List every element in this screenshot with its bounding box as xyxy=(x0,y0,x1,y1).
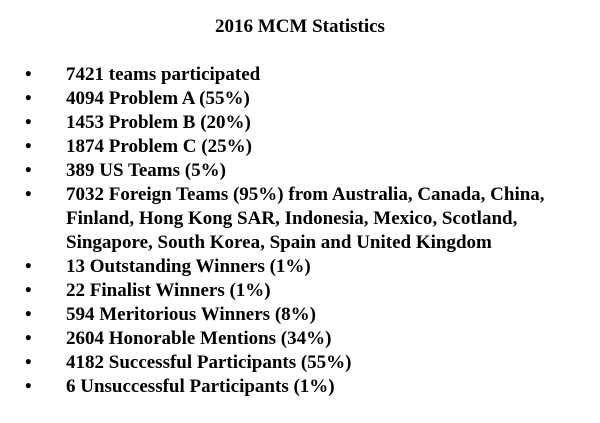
list-item-text: 22 Finalist Winners (1%) xyxy=(66,280,271,301)
list-item-text: 6 Unsuccessful Participants (1%) xyxy=(66,376,335,397)
list-item xyxy=(0,63,600,87)
list-item xyxy=(0,327,600,351)
bullet-icon: • xyxy=(25,64,32,85)
bullet-icon: • xyxy=(25,304,32,325)
list-item xyxy=(0,87,600,111)
list-item-text: 7032 Foreign Teams (95%) from Australia, Canada, China, Finland, Hong Kong SAR, Indonesia, Mexico, Scotland, Singapore, South Korea, Spain and United Kingdom xyxy=(66,184,545,253)
list-item-text: 1874 Problem C (25%) xyxy=(66,136,252,157)
list-item-text: 7421 teams participated xyxy=(66,64,261,85)
list-item-text: 4182 Successful Participants (55%) xyxy=(66,352,352,373)
list-item xyxy=(0,279,600,303)
list-item-text: 594 Meritorious Winners (8%) xyxy=(66,304,316,325)
bullet-icon: • xyxy=(25,136,32,157)
bullet-icon: • xyxy=(25,112,32,133)
bullet-icon: • xyxy=(25,352,32,373)
bullet-icon: • xyxy=(25,328,32,349)
list-item xyxy=(0,255,600,279)
document-title: 2016 MCM Statistics xyxy=(215,16,385,37)
list-item-text: 13 Outstanding Winners (1%) xyxy=(66,256,311,277)
list-item xyxy=(0,303,600,327)
bullet-icon: • xyxy=(25,256,32,277)
list-item-text: 389 US Teams (5%) xyxy=(66,160,226,181)
bullet-icon: • xyxy=(25,184,32,205)
bullet-icon: • xyxy=(25,160,32,181)
list-item-text: 2604 Honorable Mentions (34%) xyxy=(66,328,332,349)
bullet-icon: • xyxy=(25,376,32,397)
list-item xyxy=(0,375,600,399)
list-item xyxy=(0,111,600,135)
list-item xyxy=(0,135,600,159)
list-item xyxy=(0,159,600,183)
list-item xyxy=(0,183,600,255)
bullet-icon: • xyxy=(25,280,32,301)
list-item xyxy=(0,351,600,375)
bullet-icon: • xyxy=(25,88,32,109)
list-item-text: 4094 Problem A (55%) xyxy=(66,88,250,109)
statistics-list xyxy=(0,63,600,399)
list-item-text: 1453 Problem B (20%) xyxy=(66,112,251,133)
